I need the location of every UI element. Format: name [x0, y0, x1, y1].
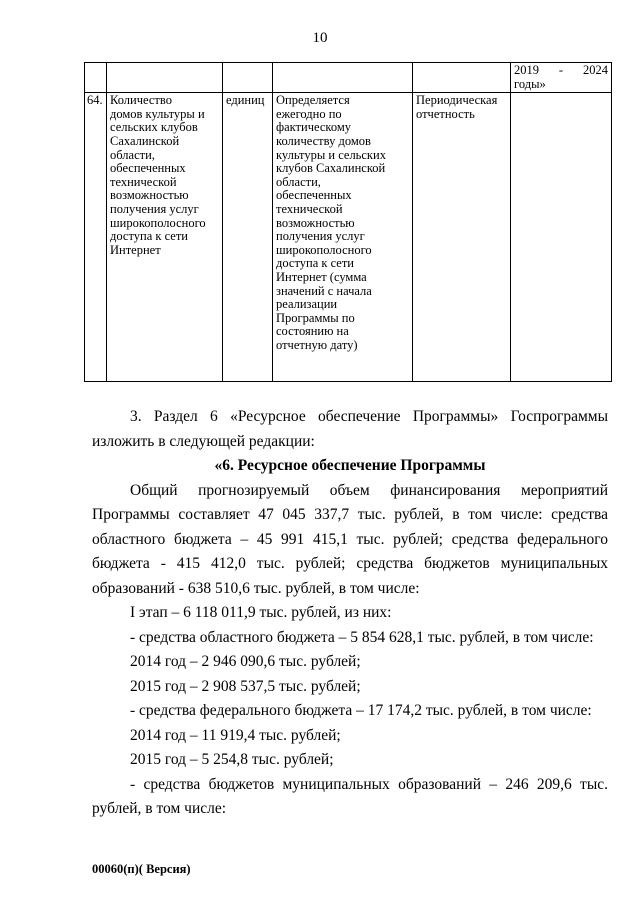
reporting-type: Периодическая отчетность	[413, 93, 511, 382]
list-line: 2015 год – 5 254,8 тыс. рублей;	[130, 751, 334, 768]
indicator-unit: единиц	[223, 93, 273, 382]
table-cell	[273, 63, 413, 93]
indicator-name: Количество домов культуры и сельских клубов Сахалинской области, обеспеченных технической возможностью получения услуг широкополосного доступа к сети Интернет	[107, 93, 223, 382]
paragraph-municipal: - средства бюджетов муниципальных образований – 246 209,6 тыс. рублей, в том числе:	[92, 775, 608, 817]
table-cell	[107, 63, 223, 93]
row-number: 64.	[85, 93, 107, 382]
section-heading: «6. Ресурсное обеспечение Программы	[214, 457, 486, 474]
page-number: 10	[312, 30, 328, 46]
table-cell	[413, 63, 511, 93]
footer-code: 00060(п)( Версия)	[92, 862, 191, 876]
table-cell	[511, 93, 612, 382]
list-line: 2014 год – 11 919,4 тыс. рублей;	[130, 726, 341, 744]
paragraph-total-funding: Общий прогнозируемый объем финансирования мероприятий Программы составляет 47 045 337,7 тыс. рублей, в том числе: средства областного бюджета – 45 991 415,1 тыс. рублей; средства федерального бюджета - 415 412,0 тыс. рублей; средства бюджетов муниципальных образований - 638 510,6 тыс. рублей, в том числе:	[92, 481, 608, 597]
table-cell	[223, 63, 273, 93]
list-line: 2015 год – 2 908 537,5 тыс. рублей;	[130, 677, 361, 695]
indicators-table	[84, 62, 612, 382]
table-row	[85, 93, 612, 382]
table-row-continuation	[85, 63, 612, 93]
list-line: - средства областного бюджета – 5 854 628,1 тыс. рублей, в том числе:	[130, 628, 594, 646]
calculation-method: Определяется ежегодно по фактическому количеству домов культуры и сельских клубов Сахалинской области, обеспеченных технической возможностью получения услуг широкополосного доступа к сети Интернет (сумма значений с начала реализации Программы по состоянию на отчетную дату)	[273, 93, 413, 382]
list-line: 2014 год – 2 946 090,6 тыс. рублей;	[130, 653, 361, 670]
table-cell-years: 2019 - 2024 годы»	[511, 63, 612, 93]
list-line: - средства федерального бюджета – 17 174,2 тыс. рублей, в том числе:	[130, 702, 592, 719]
list-line: I этап – 6 118 011,9 тыс. рублей, из них:	[130, 604, 392, 621]
table-cell	[85, 63, 107, 93]
paragraph-amendment: 3. Раздел 6 «Ресурсное обеспечение Программы» Госпрограммы изложить в следующей редакции:	[92, 408, 608, 450]
section-body	[92, 405, 608, 822]
